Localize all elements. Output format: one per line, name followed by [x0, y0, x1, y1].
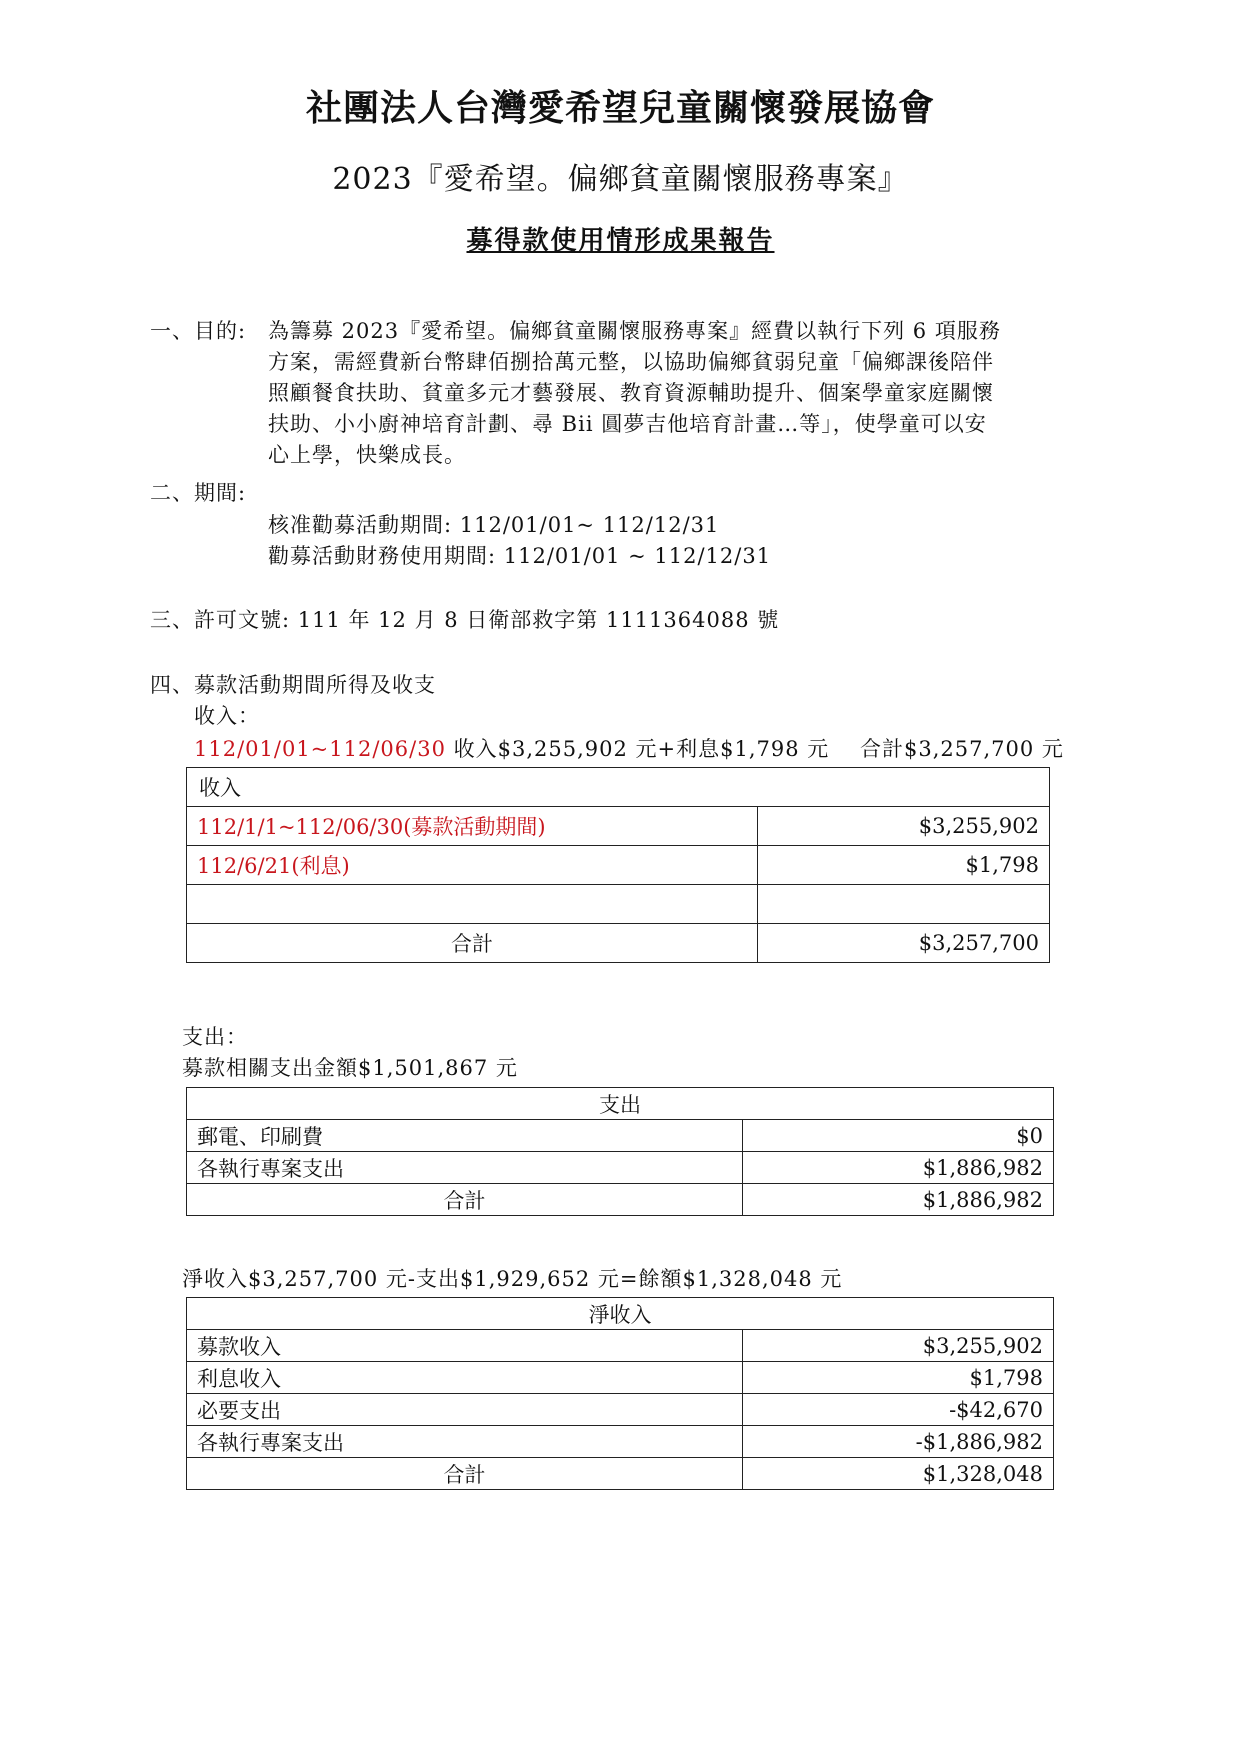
- table-total-row: [187, 924, 1050, 963]
- table-row: [187, 807, 1050, 846]
- net-row-value: -$42,670: [743, 1394, 1054, 1426]
- table-row: [187, 1152, 1054, 1184]
- net-row-value: $1,798: [743, 1362, 1054, 1394]
- expense-summary: 募款相關支出金額$1,501,867 元: [182, 1056, 518, 1080]
- table-row: [187, 1362, 1054, 1394]
- expense-row-value: $0: [743, 1120, 1054, 1152]
- net-total-label: 合計: [187, 1458, 743, 1490]
- net-row-value: -$1,886,982: [743, 1426, 1054, 1458]
- table-row: [187, 885, 1050, 924]
- org-title: 社團法人台灣愛希望兒童關懷發展協會: [305, 87, 935, 129]
- income-summary-period: 112/01/01~112/06/30: [194, 737, 446, 761]
- table-total-row: [187, 1458, 1054, 1490]
- table-header-row: [187, 1088, 1054, 1120]
- income-row-value: $3,255,902: [758, 807, 1050, 846]
- net-summary: 淨收入$3,257,700 元-支出$1,929,652 元=餘額$1,328,048 元: [182, 1267, 843, 1291]
- net-row-label: 募款收入: [187, 1330, 743, 1362]
- table-row: [187, 1426, 1054, 1458]
- income-row-value: [758, 885, 1050, 924]
- income-summary-total: 合計$3,257,700 元: [860, 737, 1064, 761]
- table-header-row: [187, 768, 1050, 807]
- approved-period: 核准勸募活動期間: 112/01/01~ 112/12/31: [268, 513, 720, 537]
- purpose-line: 扶助、小小廚神培育計劃、尋 Bii 圓夢吉他培育計畫…等」，使學童可以安: [268, 412, 987, 436]
- purpose-line: 照顧餐食扶助、貧童多元才藝發展、教育資源輔助提升、個案學童家庭關懷: [268, 381, 994, 405]
- table-row: [187, 846, 1050, 885]
- net-row-label: 各執行專案支出: [187, 1426, 743, 1458]
- table-row: [187, 1330, 1054, 1362]
- income-row-label: 112/1/1~112/06/30(募款活動期間): [187, 807, 758, 846]
- net-total-value: $1,328,048: [743, 1458, 1054, 1490]
- expense-table: [186, 1087, 1054, 1216]
- income-total-value: $3,257,700: [758, 924, 1050, 963]
- income-table-header: 收入: [187, 768, 1050, 807]
- net-row-label: 利息收入: [187, 1362, 743, 1394]
- report-title: 募得款使用情形成果報告: [466, 226, 775, 256]
- income-table: [186, 767, 1050, 963]
- permit-number: 三、許可文號: 111 年 12 月 8 日衛部救字第 1111364088 號: [150, 608, 780, 632]
- expense-label: 支出：: [182, 1025, 248, 1049]
- period-label: 二、期間:: [150, 481, 247, 505]
- purpose-line: 心上學，快樂成長。: [268, 443, 466, 467]
- net-row-label: 必要支出: [187, 1394, 743, 1426]
- expense-row-value: $1,886,982: [743, 1152, 1054, 1184]
- expense-table-header: 支出: [187, 1088, 1054, 1120]
- section4-title: 四、募款活動期間所得及收支: [150, 673, 436, 697]
- income-summary: [194, 734, 829, 765]
- income-row-label: 112/6/21(利息): [187, 846, 758, 885]
- income-label: 收入：: [194, 704, 260, 728]
- finance-period: 勸募活動財務使用期間: 112/01/01 ~ 112/12/31: [268, 544, 772, 568]
- income-summary-detail: 收入$3,255,902 元+利息$1,798 元: [445, 737, 830, 761]
- project-title: 2023『愛希望。偏鄉貧童關懷服務專案』: [332, 162, 909, 197]
- income-total-label: 合計: [187, 924, 758, 963]
- table-row: [187, 1120, 1054, 1152]
- purpose-line: 為籌募 2023『愛希望。偏鄉貧童關懷服務專案』經費以執行下列 6 項服務: [268, 319, 1001, 343]
- purpose-label: 一、目的:: [150, 319, 247, 343]
- purpose-line: 方案，需經費新台幣肆佰捌拾萬元整，以協助偏鄉貧弱兒童「偏鄉課後陪伴: [268, 350, 994, 374]
- purpose-text: [268, 316, 1001, 471]
- expense-total-label: 合計: [187, 1184, 743, 1216]
- net-table-header: 淨收入: [187, 1298, 1054, 1330]
- expense-row-label: 郵電、印刷費: [187, 1120, 743, 1152]
- net-row-value: $3,255,902: [743, 1330, 1054, 1362]
- table-row: [187, 1394, 1054, 1426]
- net-table: [186, 1297, 1054, 1490]
- expense-row-label: 各執行專案支出: [187, 1152, 743, 1184]
- table-total-row: [187, 1184, 1054, 1216]
- expense-total-value: $1,886,982: [743, 1184, 1054, 1216]
- income-row-value: $1,798: [758, 846, 1050, 885]
- income-row-label: [187, 885, 758, 924]
- table-header-row: [187, 1298, 1054, 1330]
